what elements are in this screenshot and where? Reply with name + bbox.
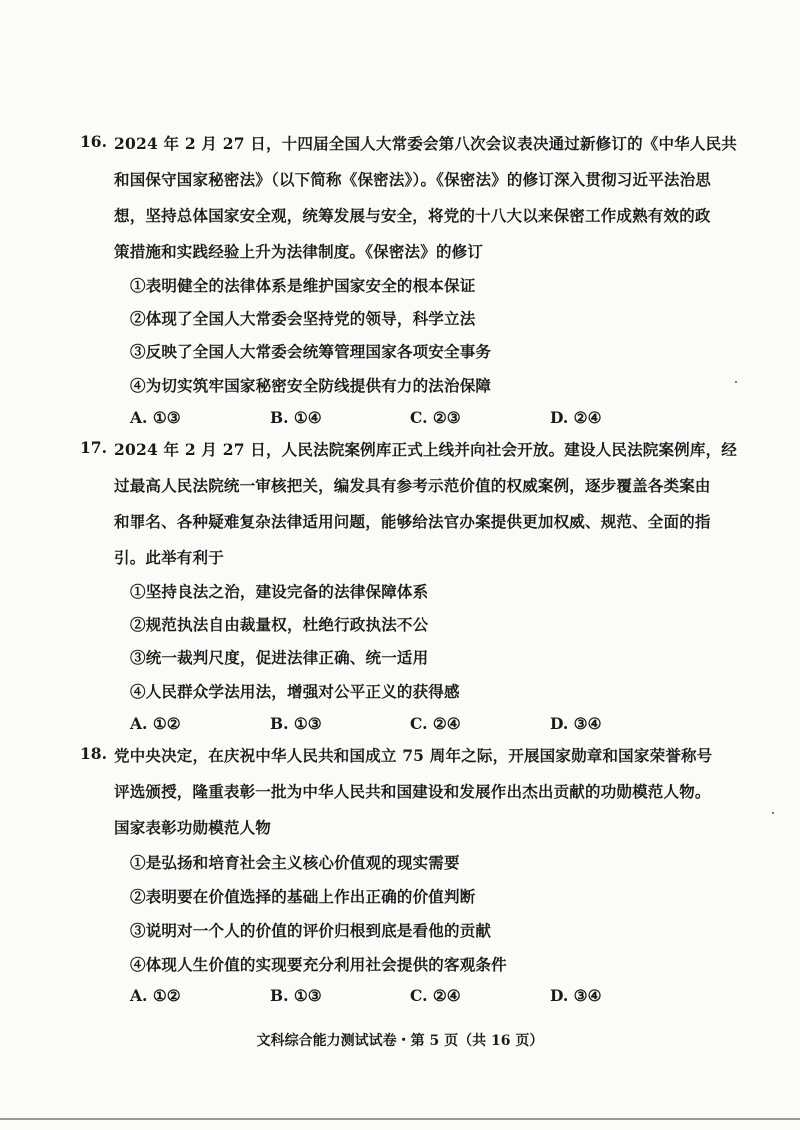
option-d[interactable]: D. ③④ bbox=[550, 714, 602, 733]
statement-item: ④体现人生价值的实现要充分利用社会提供的客观条件 bbox=[130, 955, 507, 974]
option-a[interactable]: A. ①② bbox=[130, 986, 181, 1005]
question-number: 16. bbox=[80, 132, 107, 151]
statement-item: ①表明健全的法律体系是维护国家安全的根本保证 bbox=[130, 276, 476, 295]
question-stem-line: 2024 年 2 月 27 日，人民法院案例库正式上线并向社会开放。建设人民法院案例库，经 bbox=[114, 440, 737, 459]
question-number: 17. bbox=[80, 438, 107, 457]
question-stem-line: 策措施和实践经验上升为法律制度。《保密法》的修订 bbox=[114, 242, 484, 261]
statement-item: ③统一裁判尺度，促进法律正确、统一适用 bbox=[130, 648, 429, 667]
statement-item: ①坚持良法之治，建设完备的法律保障体系 bbox=[130, 582, 429, 601]
question-stem-line: 2024 年 2 月 27 日，十四届全国人大常委会第八次会议表决通过新修订的《中华人民共 bbox=[114, 134, 737, 153]
scan-edge-line bbox=[0, 1118, 800, 1120]
statement-item: ④人民群众学法用法，增强对公平正义的获得感 bbox=[130, 682, 460, 701]
statement-item: ②表明要在价值选择的基础上作出正确的价值判断 bbox=[130, 887, 476, 906]
option-b[interactable]: B. ①③ bbox=[270, 714, 322, 733]
option-b[interactable]: B. ①③ bbox=[270, 986, 322, 1005]
question-stem-line: 党中央决定，在庆祝中华人民共和国成立 75 周年之际，开展国家勋章和国家荣誉称号 bbox=[114, 746, 713, 765]
option-b[interactable]: B. ①④ bbox=[270, 408, 322, 427]
option-a[interactable]: A. ①② bbox=[130, 714, 181, 733]
option-c[interactable]: C. ②④ bbox=[410, 714, 461, 733]
statement-item: ②规范执法自由裁量权，杜绝行政执法不公 bbox=[130, 615, 429, 634]
statement-item: ①是弘扬和培育社会主义核心价值观的现实需要 bbox=[130, 853, 460, 872]
question-stem-line: 和国保守国家秘密法》（以下简称《保密法》）。《保密法》的修订深入贯彻习近平法治思 bbox=[114, 170, 712, 189]
page-footer: 文科综合能力测试试卷・第 5 页（共 16 页） bbox=[256, 1033, 544, 1049]
scan-speck bbox=[772, 812, 774, 814]
question-stem-line: 国家表彰功勋模范人物 bbox=[114, 818, 272, 837]
option-c[interactable]: C. ②④ bbox=[410, 986, 461, 1005]
statement-item: ④为切实筑牢国家秘密安全防线提供有力的法治保障 bbox=[130, 376, 492, 395]
statement-item: ②体现了全国人大常委会坚持党的领导，科学立法 bbox=[130, 309, 476, 328]
question-number: 18. bbox=[80, 744, 107, 763]
question-stem-line: 想，坚持总体国家安全观，统筹发展与安全，将党的十八大以来保密工作成熟有效的政 bbox=[114, 206, 711, 225]
question-stem-line: 过最高人民法院统一审核把关，编发具有参考示范价值的权威案例，逐步覆盖各类案由 bbox=[114, 476, 711, 495]
question-stem-line: 引。此举有利于 bbox=[114, 548, 224, 567]
scan-speck bbox=[735, 381, 737, 383]
option-d[interactable]: D. ③④ bbox=[550, 986, 602, 1005]
option-c[interactable]: C. ②③ bbox=[410, 408, 461, 427]
option-d[interactable]: D. ②④ bbox=[550, 408, 602, 427]
question-stem-line: 和罪名、各种疑难复杂法律适用问题，能够给法官办案提供更加权威、规范、全面的指 bbox=[114, 512, 711, 531]
question-stem-line: 评选颁授，隆重表彰一批为中华人民共和国建设和发展作出杰出贡献的功勋模范人物。 bbox=[114, 782, 711, 801]
statement-item: ③说明对一个人的价值的评价归根到底是看他的贡献 bbox=[130, 921, 492, 940]
statement-item: ③反映了全国人大常委会统筹管理国家各项安全事务 bbox=[130, 342, 492, 361]
option-a[interactable]: A. ①③ bbox=[130, 408, 181, 427]
